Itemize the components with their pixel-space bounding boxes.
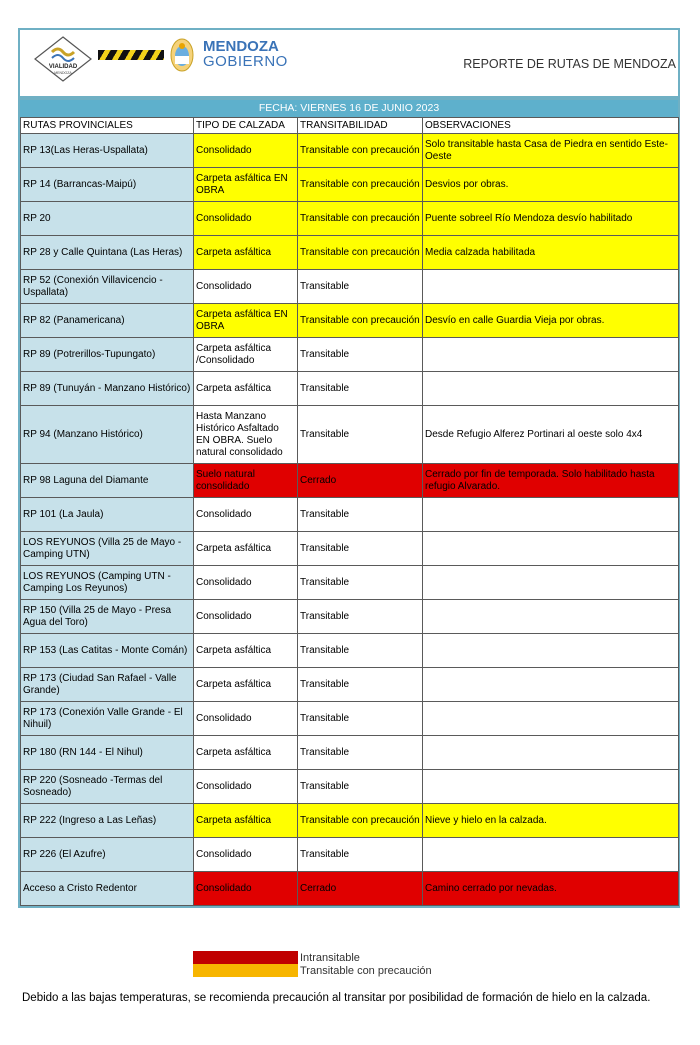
notes-cell: Desde Refugio Alferez Portinari al oeste solo 4x4 xyxy=(423,406,679,464)
notes-cell xyxy=(423,770,679,804)
table-row xyxy=(21,566,679,600)
route-cell: RP 101 (La Jaula) xyxy=(21,498,194,532)
status-cell: Transitable xyxy=(298,770,423,804)
surface-cell: Consolidado xyxy=(194,498,298,532)
status-cell: Transitable xyxy=(298,566,423,600)
table-row xyxy=(21,168,679,202)
notes-cell xyxy=(423,270,679,304)
column-header-notes: OBSERVACIONES xyxy=(423,118,679,134)
table-row xyxy=(21,202,679,236)
surface-cell: Consolidado xyxy=(194,770,298,804)
table-row xyxy=(21,838,679,872)
status-cell: Transitable con precaución xyxy=(298,202,423,236)
table-row xyxy=(21,736,679,770)
route-cell: RP 14 (Barrancas-Maipú) xyxy=(21,168,194,202)
report-frame xyxy=(18,28,680,908)
status-cell: Transitable xyxy=(298,406,423,464)
notes-cell: Desvios por obras. xyxy=(423,168,679,202)
table-row xyxy=(21,668,679,702)
surface-cell: Carpeta asfáltica xyxy=(194,804,298,838)
date-bar: FECHA: VIERNES 16 DE JUNIO 2023 xyxy=(20,97,678,117)
status-cell: Transitable xyxy=(298,668,423,702)
hazard-stripe xyxy=(98,50,164,60)
route-cell: RP 28 y Calle Quintana (Las Heras) xyxy=(21,236,194,270)
legend-swatch-red xyxy=(193,951,298,964)
legend-label: Transitable con precaución xyxy=(300,964,432,977)
route-cell: RP 222 (Ingreso a Las Leñas) xyxy=(21,804,194,838)
notes-cell: Puente sobreel Río Mendoza desvío habilitado xyxy=(423,202,679,236)
legend-item-intransitable xyxy=(193,951,432,964)
footer-note: Debido a las bajas temperaturas, se recomienda precaución al transitar por posibilidad de formación de hielo en la calzada. xyxy=(22,992,651,1004)
status-cell: Transitable xyxy=(298,838,423,872)
route-cell: RP 226 (El Azufre) xyxy=(21,838,194,872)
table-row xyxy=(21,498,679,532)
vialidad-logo xyxy=(34,36,92,82)
surface-cell: Carpeta asfáltica /Consolidado xyxy=(194,338,298,372)
route-cell: RP 89 (Tunuyán - Manzano Histórico) xyxy=(21,372,194,406)
table-row xyxy=(21,600,679,634)
notes-cell xyxy=(423,736,679,770)
route-cell: RP 89 (Potrerillos-Tupungato) xyxy=(21,338,194,372)
route-cell: RP 20 xyxy=(21,202,194,236)
table-row xyxy=(21,532,679,566)
surface-cell: Consolidado xyxy=(194,838,298,872)
status-cell: Transitable xyxy=(298,634,423,668)
status-cell: Transitable xyxy=(298,532,423,566)
table-row xyxy=(21,338,679,372)
status-cell: Transitable con precaución xyxy=(298,804,423,838)
notes-cell: Media calzada habilitada xyxy=(423,236,679,270)
route-cell: RP 52 (Conexión Villavicencio - Uspallata) xyxy=(21,270,194,304)
route-cell: RP 98 Laguna del Diamante xyxy=(21,464,194,498)
route-cell: RP 94 (Manzano Histórico) xyxy=(21,406,194,464)
status-cell: Transitable con precaución xyxy=(298,304,423,338)
surface-cell: Suelo natural consolidado xyxy=(194,464,298,498)
notes-cell xyxy=(423,634,679,668)
vialidad-logo-subtext: MENDOZA xyxy=(54,71,72,75)
route-cell: RP 173 (Ciudad San Rafael - Valle Grande) xyxy=(21,668,194,702)
table-row xyxy=(21,236,679,270)
table-row xyxy=(21,464,679,498)
route-cell: LOS REYUNOS (Camping UTN - Camping Los Reyunos) xyxy=(21,566,194,600)
routes-table xyxy=(20,117,679,906)
surface-cell: Consolidado xyxy=(194,134,298,168)
notes-cell xyxy=(423,600,679,634)
table-row xyxy=(21,304,679,338)
route-cell: RP 173 (Conexión Valle Grande - El Nihuil) xyxy=(21,702,194,736)
vialidad-logo-text: VIALIDAD xyxy=(48,64,78,70)
notes-cell: Camino cerrado por nevadas. xyxy=(423,872,679,906)
surface-cell: Carpeta asfáltica xyxy=(194,634,298,668)
surface-cell: Consolidado xyxy=(194,600,298,634)
surface-cell: Consolidado xyxy=(194,270,298,304)
route-cell: Acceso a Cristo Redentor xyxy=(21,872,194,906)
notes-cell xyxy=(423,566,679,600)
notes-cell xyxy=(423,702,679,736)
surface-cell: Consolidado xyxy=(194,202,298,236)
status-cell: Transitable con precaución xyxy=(298,168,423,202)
notes-cell: Nieve y hielo en la calzada. xyxy=(423,804,679,838)
column-header-surface: TIPO DE CALZADA xyxy=(194,118,298,134)
table-row xyxy=(21,372,679,406)
route-cell: RP 153 (Las Catitas - Monte Comán) xyxy=(21,634,194,668)
table-body xyxy=(21,134,679,906)
surface-cell: Carpeta asfáltica xyxy=(194,668,298,702)
notes-cell xyxy=(423,498,679,532)
notes-cell: Solo transitable hasta Casa de Piedra en sentido Este-Oeste xyxy=(423,134,679,168)
table-row xyxy=(21,804,679,838)
surface-cell: Carpeta asfáltica EN OBRA xyxy=(194,168,298,202)
route-cell: RP 220 (Sosneado -Termas del Sosneado) xyxy=(21,770,194,804)
status-cell: Cerrado xyxy=(298,464,423,498)
surface-cell: Consolidado xyxy=(194,566,298,600)
table-row xyxy=(21,872,679,906)
table-row xyxy=(21,406,679,464)
status-cell: Transitable xyxy=(298,338,423,372)
legend-item-precaucion xyxy=(193,964,432,977)
notes-cell xyxy=(423,668,679,702)
status-cell: Transitable xyxy=(298,702,423,736)
table-row xyxy=(21,634,679,668)
status-cell: Transitable con precaución xyxy=(298,134,423,168)
surface-cell: Carpeta asfáltica xyxy=(194,372,298,406)
table-row xyxy=(21,770,679,804)
route-cell: RP 180 (RN 144 - El Nihul) xyxy=(21,736,194,770)
status-cell: Transitable xyxy=(298,600,423,634)
notes-cell xyxy=(423,338,679,372)
legend xyxy=(193,951,432,977)
surface-cell: Carpeta asfáltica xyxy=(194,532,298,566)
surface-cell: Carpeta asfáltica xyxy=(194,236,298,270)
route-cell: RP 13(Las Heras-Uspallata) xyxy=(21,134,194,168)
route-cell: RP 150 (Villa 25 de Mayo - Presa Agua del Toro) xyxy=(21,600,194,634)
table-row xyxy=(21,134,679,168)
route-cell: LOS REYUNOS (Villa 25 de Mayo - Camping UTN) xyxy=(21,532,194,566)
legend-label: Intransitable xyxy=(300,951,360,964)
notes-cell: Cerrado por fin de temporada. Solo habilitado hasta refugio Alvarado. xyxy=(423,464,679,498)
table-header-row xyxy=(21,118,679,134)
route-cell: RP 82 (Panamericana) xyxy=(21,304,194,338)
surface-cell: Consolidado xyxy=(194,702,298,736)
status-cell: Transitable xyxy=(298,270,423,304)
table-row xyxy=(21,702,679,736)
surface-cell: Carpeta asfáltica EN OBRA xyxy=(194,304,298,338)
gov-name: MENDOZA xyxy=(203,38,279,55)
surface-cell: Carpeta asfáltica xyxy=(194,736,298,770)
report-title: REPORTE DE RUTAS DE MENDOZA xyxy=(463,57,676,71)
surface-cell: Consolidado xyxy=(194,872,298,906)
status-cell: Transitable xyxy=(298,372,423,406)
table-row xyxy=(21,270,679,304)
notes-cell xyxy=(423,372,679,406)
surface-cell: Hasta Manzano Histórico Asfaltado EN OBRA. Suelo natural consolidado xyxy=(194,406,298,464)
report-header xyxy=(20,30,678,97)
notes-cell xyxy=(423,532,679,566)
status-cell: Cerrado xyxy=(298,872,423,906)
status-cell: Transitable xyxy=(298,736,423,770)
status-cell: Transitable xyxy=(298,498,423,532)
notes-cell xyxy=(423,838,679,872)
column-header-routes: RUTAS PROVINCIALES xyxy=(21,118,194,134)
gov-subtitle: GOBIERNO xyxy=(203,53,288,70)
notes-cell: Desvío en calle Guardia Vieja por obras. xyxy=(423,304,679,338)
column-header-status: TRANSITABILIDAD xyxy=(298,118,423,134)
legend-swatch-orange xyxy=(193,964,298,977)
coat-of-arms-icon xyxy=(170,38,194,72)
status-cell: Transitable con precaución xyxy=(298,236,423,270)
